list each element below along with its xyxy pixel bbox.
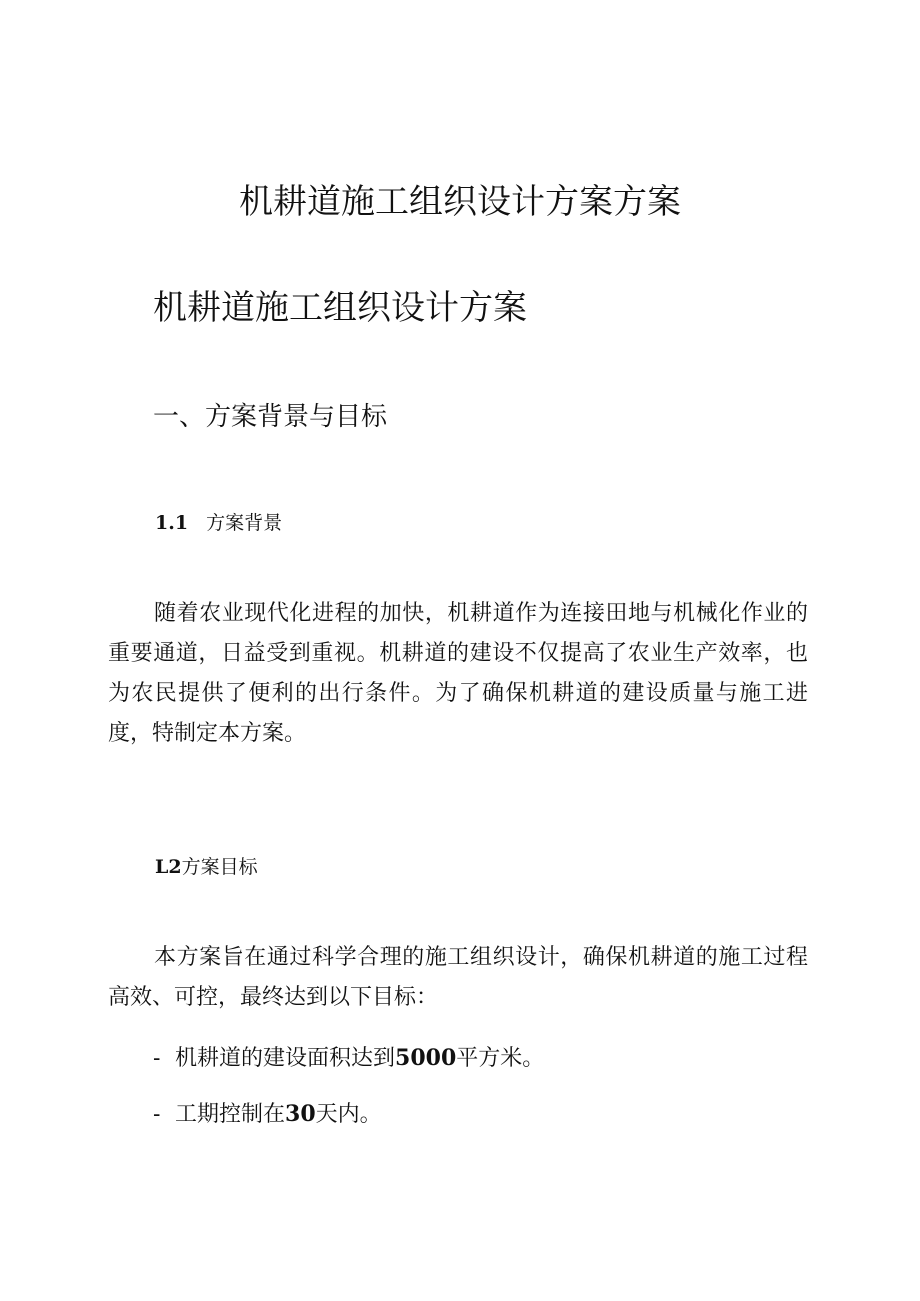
list-dash: -	[153, 1046, 161, 1071]
subsection-number: L2	[155, 856, 182, 878]
goals-paragraph: 本方案旨在通过科学合理的施工组织设计，确保机耕道的施工过程高效、可控，最终达到以下目标：	[108, 945, 808, 1010]
list-item-prefix: 工期控制在	[175, 1102, 286, 1127]
background-paragraph: 随着农业现代化进程的加快，机耕道作为连接田地与机械化作业的重要通道，日益受到重视。机耕道的建设不仅提高了农业生产效率，也为农民提供了便利的出行条件。为了确保机耕道的建设质量与施工进度，特制定本方案。	[108, 601, 808, 746]
list-dash: -	[153, 1102, 161, 1127]
list-item-prefix: 机耕道的建设面积达到	[175, 1046, 396, 1071]
subsection-label: 方案目标	[181, 856, 258, 878]
list-item	[153, 1038, 544, 1079]
subsection-heading-goals	[155, 853, 258, 881]
list-item-value: 30	[285, 1101, 316, 1127]
section-heading: 一、方案背景与目标	[153, 402, 388, 432]
subsection-number: 1.1	[155, 512, 189, 534]
subsection-heading-background	[155, 509, 282, 537]
list-item-suffix: 天内。	[315, 1102, 382, 1127]
list-item-value: 5000	[395, 1045, 457, 1071]
document-subtitle: 机耕道施工组织设计方案	[153, 288, 527, 328]
list-item	[153, 1094, 382, 1135]
document-title: 机耕道施工组织设计方案方案	[239, 182, 681, 222]
subsection-label: 方案背景	[206, 512, 283, 534]
list-item-suffix: 平方米。	[456, 1046, 545, 1071]
